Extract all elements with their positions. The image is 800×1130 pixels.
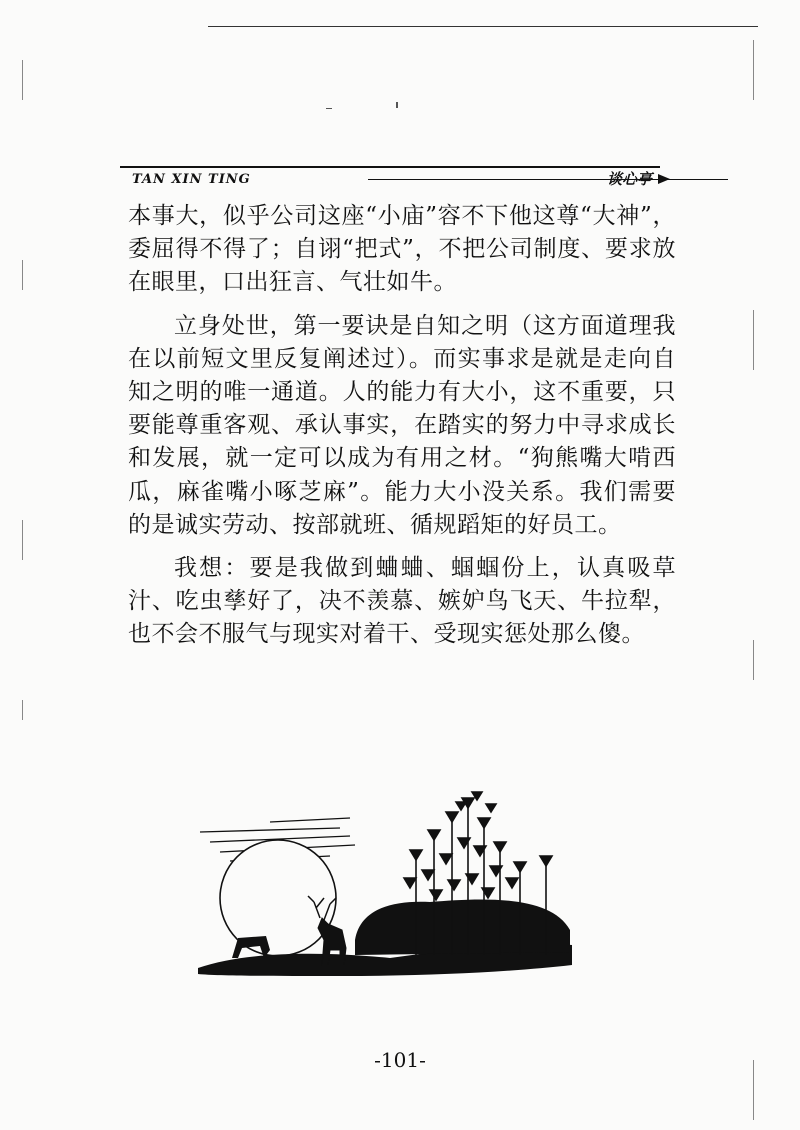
paragraph: 我想：要是我做到蛐蛐、蝈蝈份上，认真吸草汁、吃虫孳好了，决不羡慕、嫉妒鸟飞天、牛拉犁，也不会不服气与现实对着干、受现实惩处那么傻。	[128, 555, 676, 648]
header-rule	[120, 166, 660, 168]
running-header	[118, 160, 678, 196]
arrow-icon	[658, 174, 670, 184]
moon-deer-trees-illustration	[190, 790, 580, 990]
paragraph: 立身处世，第一要诀是自知之明（这方面道理我在以前短文里反复阐述过）。而实事求是就是走向自知之明的唯一通道。人的能力有大小，这不重要，只要能尊重客观、承认事实，在踏实的努力中寻求成长和发展，就一定可以成为有用之材。“狗熊嘴大啃西瓜，麻雀嘴小啄芝麻”。能力大小没关系。我们需要的是诚实劳动、按部就班、循规蹈矩的好员工。	[128, 312, 676, 538]
scan-edge-mark	[753, 310, 754, 370]
header-rule-thin	[368, 179, 728, 180]
scan-edge-mark	[22, 60, 23, 100]
scan-edge-mark	[753, 640, 754, 680]
scan-edge-mark	[22, 700, 23, 720]
paragraph: 本事大，似乎公司这座“小庙”容不下他这尊“大神”，委屈得不得了；自诩“把式”，不把公司制度、要求放在眼里，口出狂言、气壮如牛。	[128, 203, 676, 296]
body-text	[128, 200, 676, 662]
illustration-icon	[190, 790, 580, 990]
scan-edge-mark	[22, 520, 23, 560]
scan-speck	[326, 108, 332, 109]
scan-edge-mark	[22, 260, 23, 290]
scan-speck	[396, 102, 398, 108]
scan-edge-mark	[753, 40, 754, 100]
header-pinyin: TAN XIN TING	[132, 172, 251, 187]
page-number: -101-	[374, 1048, 426, 1072]
scan-top-rule	[208, 26, 758, 27]
header-title: 谈心亭	[606, 170, 652, 188]
